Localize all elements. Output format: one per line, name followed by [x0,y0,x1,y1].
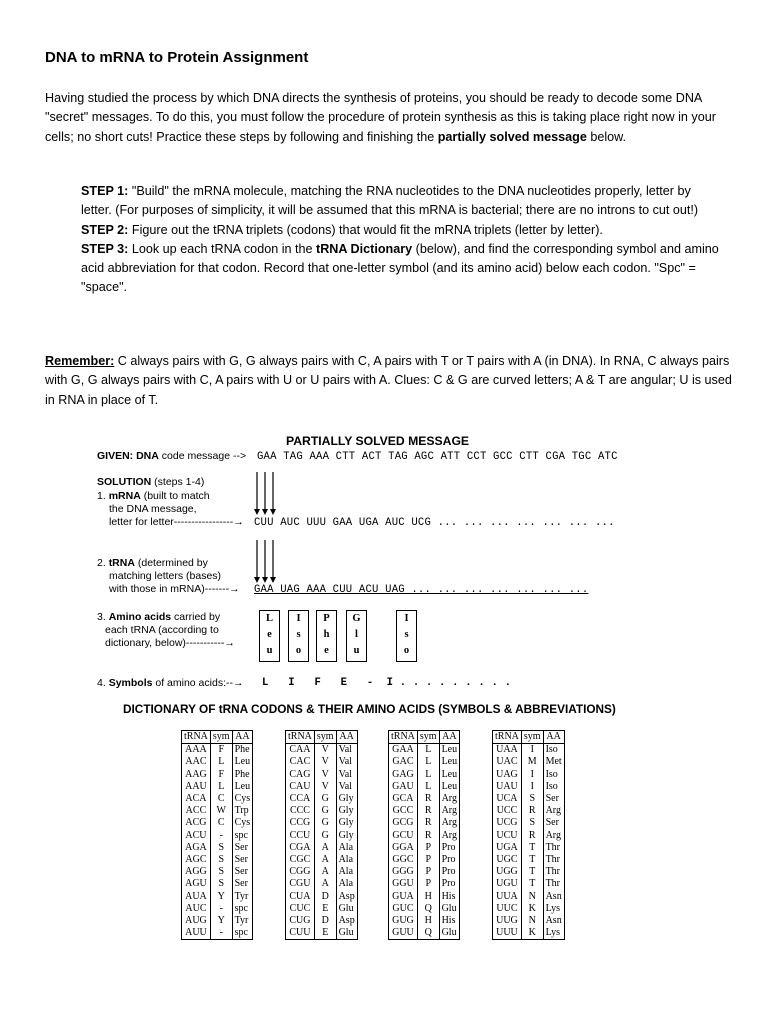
symbol-cell: R [417,830,439,842]
amino-acid-cell: Lys [543,927,564,940]
table-row [286,927,358,940]
symbol-cell: D [314,915,336,927]
codon-table-g: tRNA sym AA GAA L Leu GAC L Leu GAG L Leu GAU L Leu GCA R Arg GCC R Arg GCG R Arg GCU R Arg GGA P Pro GGC P Pro GGG P Pro GGU P Pro GUA H His GUC Q Glu GUG H His GUU Q Glu [388,730,460,940]
amino-acid-cell: Iso [543,769,564,781]
amino-acid-cell: His [439,890,460,902]
mrna-sequence: CUU AUC UUU GAA UGA AUC UCG ... ... ... ... ... ... ... [254,517,615,529]
amino-acid-cell: Thr [543,842,564,854]
symbol-cell: T [521,878,543,890]
symbol-cell: A [314,878,336,890]
codon-cell: GUC [389,903,418,915]
table-row [493,890,565,902]
codon-cell: AUC [182,903,211,915]
symbol-cell: P [417,866,439,878]
amino-acid-cell: Pro [439,854,460,866]
amino-acid-cell: Val [336,769,357,781]
symbol-cell: W [210,805,232,817]
codon-cell: AUU [182,927,211,940]
amino-acid-cell: Gly [336,817,357,829]
symbol-cell: V [314,756,336,768]
amino-acid-cell: Met [543,756,564,768]
codon-cell: UUA [493,890,522,902]
amino-acid-cell: Glu [336,903,357,915]
table-row [389,817,460,829]
codon-cell: GAG [389,769,418,781]
table-row [182,842,253,854]
step-1: STEP 1: "Build" the mRNA molecule, matching the RNA nucleotides to the DNA nucleotides properly, letter by letter. (For purposes of simplicity, it will be assumed that this mRNA is bacterial; there are no introns to cut out!) [81,184,699,218]
amino-acid-cell: Leu [232,781,253,793]
amino-acid-cell: Tyr [232,915,253,927]
symbol-cell: C [210,793,232,805]
codon-cell: CCG [286,817,315,829]
amino-acid-cell: Val [336,756,357,768]
symbol-cell: A [314,842,336,854]
amino-acid-cell: Ser [232,854,253,866]
amino-acid-cell: Iso [543,744,564,757]
mrna-label: 1. mRNA (built to match the DNA message, letter for letter-----------------→ [97,490,244,528]
amino-acid-cell: Pro [439,842,460,854]
symbol-cell: R [417,805,439,817]
codon-table-c: tRNA sym AA CAA V Val CAC V Val CAG V Val CAU V Val CCA G Gly CCC G Gly CCG G Gly CCU G Gly CGA A Ala CGC A Ala CGG A Ala CGU A Ala CUA D Asp CUC E Glu CUG D Asp CUU E Glu [285,730,358,940]
amino-acid-cell: Arg [439,817,460,829]
codon-cell: GGU [389,878,418,890]
amino-acid-cell: spc [232,903,253,915]
amino-acid-cell: Ser [232,842,253,854]
given-label: GIVEN: DNA code message --> [97,450,247,462]
symbol-cell: R [521,805,543,817]
amino-acid-cell: His [439,915,460,927]
table-row [389,781,460,793]
table-row [182,890,253,902]
codon-cell: UGU [493,878,522,890]
table-row [493,817,565,829]
codon-cell: GGG [389,866,418,878]
arrows-figure [252,466,282,596]
symbol-cell: L [417,744,439,757]
table-row [493,854,565,866]
symbol-cell: E [314,927,336,940]
symbol-cell: S [521,817,543,829]
symbol-cell: G [314,805,336,817]
table-row [286,817,358,829]
table-row [389,890,460,902]
remember-note: Remember: C always pairs with G, G always pairs with C, A pairs with T or T pairs with A (in DNA). In RNA, C always pairs with G, G always pairs with C, A pairs with U or U pairs with A. Clues: C & G are curved letters; A & T are angular; U is used in RNA in place of T. [45,354,732,407]
amino-acid-cell: Asn [543,890,564,902]
codon-cell: GGA [389,842,418,854]
table-row [493,830,565,842]
table-row [493,781,565,793]
symbol-cell: L [417,756,439,768]
codon-cell: AAA [182,744,211,757]
table-row [389,854,460,866]
table-row [389,927,460,940]
codon-table-a: tRNA sym AA AAA F Phe AAC L Leu AAG F Phe AAU L Leu ACA C Cys ACC W Trp ACG C Cys ACU - spc AGA S Ser AGC S Ser AGG S Ser AGU S Ser AUA Y Tyr AUC - spc AUG Y Tyr AUU - spc [181,730,253,940]
table-row [182,830,253,842]
table-row [182,744,253,757]
table-row [389,793,460,805]
codon-cell: CUG [286,915,315,927]
table-row [389,915,460,927]
amino-acid-cell: Leu [439,756,460,768]
codon-cell: CAA [286,744,315,757]
table-row [182,854,253,866]
amino-acid-cell: Arg [439,830,460,842]
symbol-cell: D [314,890,336,902]
amino-acid-cell: Gly [336,793,357,805]
codon-cell: UCU [493,830,522,842]
table-row [493,769,565,781]
codon-table-u: tRNA sym AA UAA I Iso UAC M Met UAG I Iso UAU I Iso UCA S Ser UCC R Arg UCG S Ser UCU R Arg UGA T Thr UGC T Thr UGG T Thr UGU T Thr UUA N Asn UUC K Lys UUG N Asn UUU K Lys [492,730,565,940]
symbol-cell: L [210,781,232,793]
codon-cell: CGA [286,842,315,854]
symbol-cell: S [521,793,543,805]
codon-cell: AAU [182,781,211,793]
table-row [493,878,565,890]
symbol-cell: G [314,817,336,829]
symbol-cell: L [417,769,439,781]
codon-cell: UAC [493,756,522,768]
amino-acid-cell: Pro [439,866,460,878]
codon-cell: UAU [493,781,522,793]
amino-acid-cell: Iso [543,781,564,793]
table-row [286,854,358,866]
symbol-cell: Y [210,915,232,927]
symbol-cell: I [521,744,543,757]
amino-acid-cell: Ser [543,817,564,829]
symbol-cell: V [314,781,336,793]
table-row [182,781,253,793]
codon-cell: GAC [389,756,418,768]
amino-acid-cell: Pro [439,878,460,890]
table-row [286,769,358,781]
symbol-cell: L [210,756,232,768]
page-title: DNA to mRNA to Protein Assignment [45,49,309,66]
codon-cell: ACG [182,817,211,829]
amino-box-1: L e u [259,610,280,662]
dna-message: GAA TAG AAA CTT ACT TAG AGC ATT CCT GCC CTT CGA TGC ATC [257,451,618,463]
table-row [389,903,460,915]
codon-cell: CUA [286,890,315,902]
codon-cell: GCG [389,817,418,829]
symbol-cell: N [521,890,543,902]
amino-acid-cell: Ser [543,793,564,805]
codon-cell: CAG [286,769,315,781]
amino-acid-cell: spc [232,830,253,842]
amino-acid-cell: Glu [336,927,357,940]
symbol-cell: S [210,842,232,854]
codon-cell: AAC [182,756,211,768]
amino-acid-cell: Arg [439,793,460,805]
symbol-cell: Q [417,903,439,915]
table-row [182,878,253,890]
symbol-cell: I [521,769,543,781]
symbol-cell: - [210,903,232,915]
trna-label: 2. tRNA (determined by matching letters (bases) with those in mRNA)-------→ [97,557,240,595]
table-row [182,927,253,940]
codon-cell: GUA [389,890,418,902]
symbol-cell: R [417,793,439,805]
amino-acid-cell: Thr [543,878,564,890]
symbol-cell: T [521,854,543,866]
codon-cell: UUU [493,927,522,940]
table-row [493,805,565,817]
dictionary-title: DICTIONARY OF tRNA CODONS & THEIR AMINO ACIDS (SYMBOLS & ABBREVIATIONS) [123,702,616,716]
table-row [286,781,358,793]
amino-acid-cell: Tyr [232,890,253,902]
codon-cell: CCC [286,805,315,817]
amino-acid-cell: Ser [232,878,253,890]
symbol-cell: G [314,793,336,805]
codon-cell: CUU [286,927,315,940]
codon-cell: CUC [286,903,315,915]
symbol-cell: T [521,842,543,854]
amino-acid-cell: Asn [543,915,564,927]
symbol-cell: L [417,781,439,793]
amino-acid-cell: Ala [336,878,357,890]
amino-acid-cell: Phe [232,769,253,781]
codon-cell: CCA [286,793,315,805]
figure-title: PARTIALLY SOLVED MESSAGE [286,434,470,448]
table-row [493,927,565,940]
amino-acid-cell: Glu [439,903,460,915]
amino-acid-cell: Cys [232,793,253,805]
amino-acid-cell: Val [336,781,357,793]
codon-cell: GUG [389,915,418,927]
codon-cell: UAG [493,769,522,781]
amino-acid-cell: Leu [439,744,460,757]
symbol-cell: K [521,903,543,915]
codon-cell: GUU [389,927,418,940]
table-row [286,866,358,878]
symbols-sequence: L I F E - I . . . . . . . . . [262,677,512,689]
amino-box-3: P h e [316,610,337,662]
amino-acid-cell: Lys [543,903,564,915]
symbol-cell: G [314,830,336,842]
table-row [182,805,253,817]
table-row [493,915,565,927]
codon-cell: GCU [389,830,418,842]
amino-acid-cell: Ala [336,854,357,866]
amino-acid-cell: Gly [336,805,357,817]
symbols-label: 4. Symbols of amino acids:--→ [97,677,244,689]
table-row [389,830,460,842]
amino-acid-label: 3. Amino acids carried by each tRNA (according to dictionary, below)-----------→ [97,611,235,649]
symbol-cell: Y [210,890,232,902]
amino-acid-cell: Glu [439,927,460,940]
codon-cell: UCA [493,793,522,805]
symbol-cell: N [521,915,543,927]
codon-cell: CGC [286,854,315,866]
amino-acid-cell: Leu [232,756,253,768]
codon-cell: AUG [182,915,211,927]
amino-acid-cell: Leu [439,781,460,793]
table-row [493,903,565,915]
codon-cell: AGG [182,866,211,878]
amino-box-2: I s o [288,610,309,662]
table-row [286,744,358,757]
amino-acid-cell: Thr [543,854,564,866]
symbol-cell: P [417,878,439,890]
step-3: STEP 3: Look up each tRNA codon in the tRNA Dictionary (below), and find the corresponding symbol and amino acid abbreviation for that codon. Record that one-letter symbol (and its amino acid) below each codon. "Spc" = "space". [81,241,719,295]
table-row [493,842,565,854]
amino-box-5: I s o [396,610,417,662]
table-row [182,793,253,805]
table-row [182,756,253,768]
table-row [182,903,253,915]
codon-cell: AGC [182,854,211,866]
solution-label: SOLUTION (steps 1-4) [97,476,205,488]
symbol-cell: - [210,927,232,940]
codon-cell: CAC [286,756,315,768]
codon-cell: UGA [493,842,522,854]
table-row [286,842,358,854]
table-row [182,817,253,829]
table-row [493,744,565,757]
codon-cell: AAG [182,769,211,781]
symbol-cell: F [210,769,232,781]
symbol-cell: E [314,903,336,915]
codon-cell: AGA [182,842,211,854]
codon-cell: CGG [286,866,315,878]
codon-cell: ACA [182,793,211,805]
symbol-cell: S [210,878,232,890]
intro-paragraph: Having studied the process by which DNA directs the synthesis of proteins, you should be ready to decode some DNA "secret" messages. To do this, you must follow the procedure of protein synthesis as this is taking place right now in your cells; no short cuts! Practice these steps by following and finishing the partially solved message below. [45,91,716,144]
table-row [286,793,358,805]
symbol-cell: S [210,854,232,866]
codon-cell: CAU [286,781,315,793]
table-row [286,756,358,768]
amino-acid-cell: Ser [232,866,253,878]
amino-acid-cell: Trp [232,805,253,817]
table-row [493,866,565,878]
codon-cell: GAU [389,781,418,793]
table-row [493,756,565,768]
amino-acid-cell: Phe [232,744,253,757]
table-row [286,830,358,842]
table-row [286,805,358,817]
table-row [389,769,460,781]
codon-cell: AGU [182,878,211,890]
steps-list [81,182,721,298]
table-row [389,756,460,768]
symbol-cell: H [417,915,439,927]
codon-cell: GCA [389,793,418,805]
symbol-cell: P [417,854,439,866]
table-row [389,866,460,878]
codon-cell: CGU [286,878,315,890]
table-row [389,805,460,817]
codon-cell: UUG [493,915,522,927]
table-row [286,903,358,915]
symbol-cell: - [210,830,232,842]
symbol-cell: R [417,817,439,829]
symbol-cell: R [521,830,543,842]
codon-cell: GCC [389,805,418,817]
table-row [286,878,358,890]
symbol-cell: A [314,854,336,866]
table-row [389,842,460,854]
symbol-cell: S [210,866,232,878]
codon-cell: CCU [286,830,315,842]
table-row [493,793,565,805]
table-row [286,890,358,902]
codon-cell: AUA [182,890,211,902]
table-row [389,744,460,757]
symbol-cell: P [417,842,439,854]
symbol-cell: I [521,781,543,793]
amino-acid-cell: spc [232,927,253,940]
amino-acid-cell: Cys [232,817,253,829]
symbol-cell: V [314,769,336,781]
symbol-cell: T [521,866,543,878]
symbol-cell: V [314,744,336,757]
codon-cell: UGC [493,854,522,866]
symbol-cell: H [417,890,439,902]
codon-cell: ACC [182,805,211,817]
amino-acid-cell: Arg [543,805,564,817]
table-row [389,878,460,890]
symbol-cell: F [210,744,232,757]
amino-acid-cell: Ala [336,842,357,854]
codon-cell: UCC [493,805,522,817]
codon-cell: GGC [389,854,418,866]
symbol-cell: M [521,756,543,768]
symbol-cell: A [314,866,336,878]
trna-sequence: GAA UAG AAA CUU ACU UAG ... ... ... ... ... ... ... [254,584,589,596]
table-row [182,769,253,781]
amino-acid-cell: Arg [439,805,460,817]
table-row [182,866,253,878]
codon-cell: ACU [182,830,211,842]
symbol-cell: C [210,817,232,829]
table-row [286,915,358,927]
codon-cell: UUC [493,903,522,915]
step-2: STEP 2: Figure out the tRNA triplets (codons) that would fit the mRNA triplets (letter by letter). [81,222,603,237]
amino-acid-cell: Ala [336,866,357,878]
amino-acid-cell: Val [336,744,357,757]
amino-acid-cell: Gly [336,830,357,842]
codon-cell: UGG [493,866,522,878]
table-row [182,915,253,927]
amino-acid-cell: Thr [543,866,564,878]
amino-acid-cell: Asp [336,915,357,927]
symbol-cell: Q [417,927,439,940]
codon-cell: UAA [493,744,522,757]
amino-acid-cell: Asp [336,890,357,902]
codon-cell: GAA [389,744,418,757]
codon-cell: UCG [493,817,522,829]
amino-box-4: G l u [346,610,367,662]
symbol-cell: K [521,927,543,940]
amino-acid-cell: Arg [543,830,564,842]
amino-acid-cell: Leu [439,769,460,781]
